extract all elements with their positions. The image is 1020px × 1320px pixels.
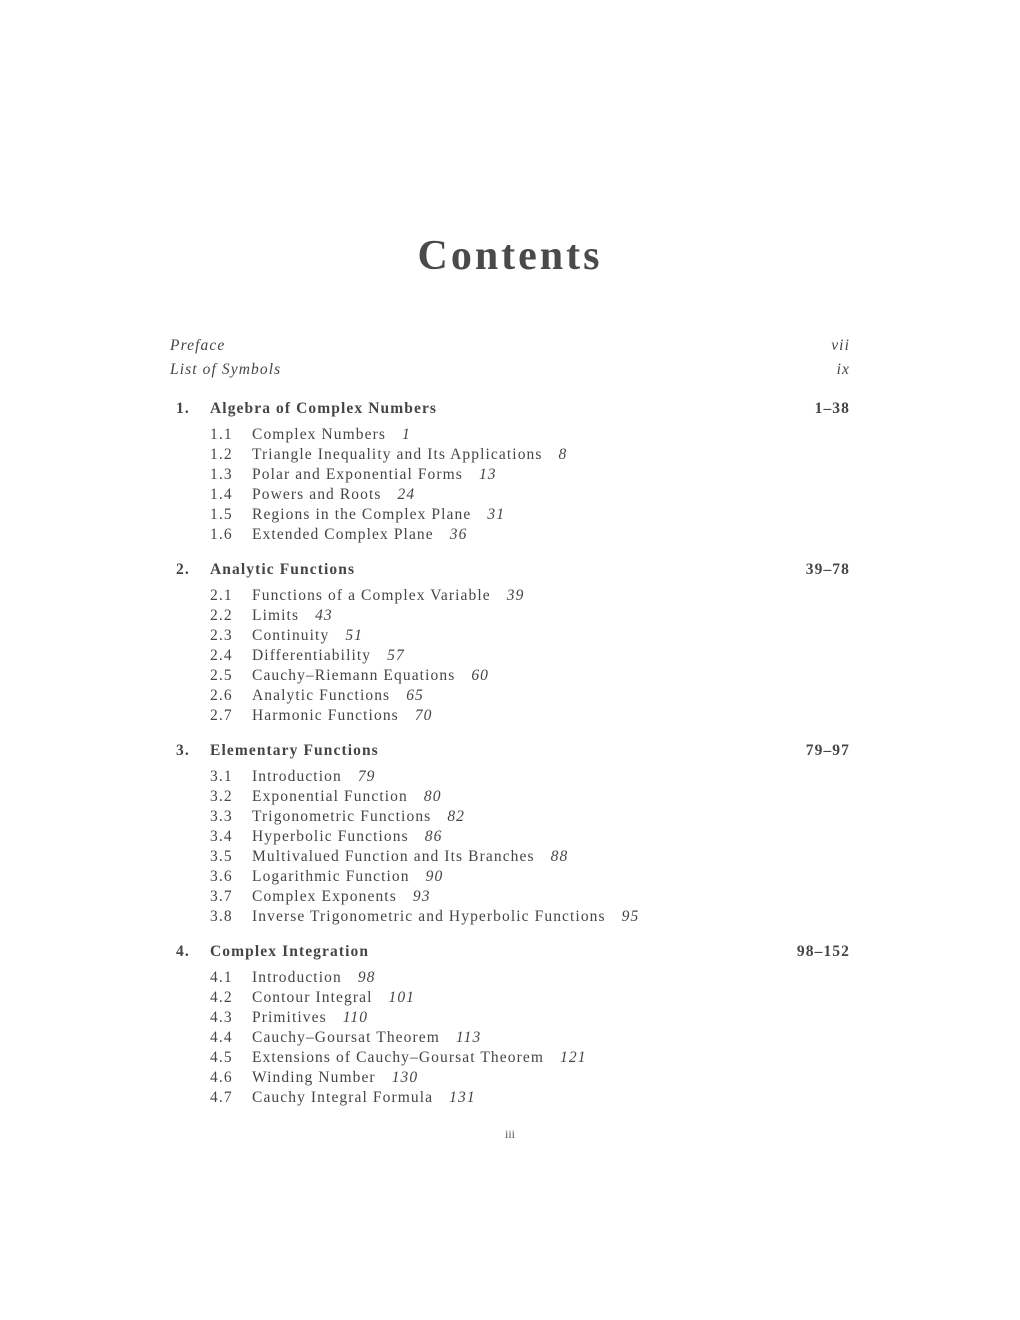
section-page: 101 <box>388 989 416 1006</box>
chapter-page-range: 1–38 <box>814 400 850 417</box>
toc-chapter <box>170 399 850 545</box>
toc-section-entry[interactable] <box>170 445 850 465</box>
section-number: 4.4 <box>210 1029 233 1046</box>
toc-section-entry[interactable] <box>170 1068 850 1088</box>
chapter-number: 3. <box>176 742 190 759</box>
section-page: 80 <box>423 788 442 805</box>
table-of-contents <box>170 336 850 1108</box>
toc-section-entry[interactable] <box>170 887 850 907</box>
section-page: 13 <box>478 466 497 483</box>
section-page: 1 <box>402 426 411 443</box>
section-number: 4.6 <box>210 1069 233 1086</box>
toc-section-entry[interactable] <box>170 646 850 666</box>
section-number: 4.3 <box>210 1009 233 1026</box>
section-page: 43 <box>315 607 333 624</box>
toc-section-entry[interactable] <box>170 767 850 787</box>
toc-section-entry[interactable] <box>170 525 850 545</box>
chapter-title: Analytic Functions <box>210 561 356 578</box>
toc-section-entry[interactable] <box>170 1048 850 1068</box>
section-title: Exponential Function <box>252 788 408 805</box>
section-title: Triangle Inequality and Its Applications <box>252 446 543 463</box>
toc-chapter <box>170 560 850 726</box>
chapter-heading[interactable] <box>170 741 850 767</box>
toc-section-entry[interactable] <box>170 827 850 847</box>
section-title: Inverse Trigonometric and Hyperbolic Functions <box>252 908 606 925</box>
section-page: 121 <box>560 1049 587 1066</box>
section-title: Differentiability <box>252 647 372 664</box>
chapter-page-range: 79–97 <box>805 742 850 759</box>
section-number: 3.6 <box>210 868 233 885</box>
section-title: Trigonometric Functions <box>252 808 432 825</box>
section-page: 36 <box>449 526 468 543</box>
toc-section-entry[interactable] <box>170 686 850 706</box>
section-page: 24 <box>397 486 416 503</box>
section-page: 130 <box>391 1069 419 1086</box>
toc-section-entry[interactable] <box>170 485 850 505</box>
section-page: 86 <box>424 828 443 845</box>
section-title: Cauchy–Goursat Theorem <box>252 1029 440 1046</box>
section-number: 2.4 <box>210 647 233 664</box>
section-page: 70 <box>414 707 433 724</box>
section-page: 31 <box>487 506 506 523</box>
section-title: Logarithmic Function <box>252 868 410 885</box>
section-page: 90 <box>425 868 444 885</box>
section-number: 3.8 <box>210 908 233 925</box>
section-number: 4.1 <box>210 969 233 986</box>
chapter-title: Elementary Functions <box>210 742 379 759</box>
section-title: Extended Complex Plane <box>252 526 434 543</box>
section-title: Extensions of Cauchy–Goursat Theorem <box>252 1049 544 1066</box>
toc-chapter <box>170 741 850 927</box>
chapter-page-range: 39–78 <box>805 561 850 578</box>
section-number: 2.2 <box>210 607 233 624</box>
entry-label: Preface <box>170 337 226 354</box>
page-number: iii <box>504 1127 515 1141</box>
section-number: 4.5 <box>210 1049 233 1066</box>
toc-section-entry[interactable] <box>170 907 850 927</box>
section-page: 98 <box>357 969 376 986</box>
toc-section-entry[interactable] <box>170 1008 850 1028</box>
entry-label: List of Symbols <box>170 361 282 378</box>
section-page: 131 <box>449 1089 476 1106</box>
section-number: 4.2 <box>210 989 233 1006</box>
section-title: Harmonic Functions <box>252 707 399 724</box>
section-page: 93 <box>412 888 431 905</box>
toc-section-entry[interactable] <box>170 867 850 887</box>
section-number: 1.3 <box>210 466 233 483</box>
toc-section-entry[interactable] <box>170 847 850 867</box>
chapter-number: 2. <box>176 561 190 578</box>
section-number: 3.7 <box>210 888 233 905</box>
section-number: 2.3 <box>210 627 233 644</box>
page-title: Contents <box>417 233 603 279</box>
section-title: Polar and Exponential Forms <box>252 466 463 483</box>
section-page: 88 <box>550 848 569 865</box>
section-title: Complex Exponents <box>252 888 397 905</box>
section-page: 60 <box>471 667 490 684</box>
toc-section-entry[interactable] <box>170 968 850 988</box>
section-title: Multivalued Function and Its Branches <box>252 848 535 865</box>
toc-section-entry[interactable] <box>170 1088 850 1108</box>
section-title: Hyperbolic Functions <box>252 828 409 845</box>
section-number: 3.2 <box>210 788 233 805</box>
chapter-title: Algebra of Complex Numbers <box>210 400 438 417</box>
section-number: 4.7 <box>210 1089 233 1106</box>
toc-section-entry[interactable] <box>170 505 850 525</box>
section-title: Powers and Roots <box>252 486 382 503</box>
section-title: Complex Numbers <box>252 426 387 443</box>
section-number: 1.4 <box>210 486 233 503</box>
section-title: Cauchy Integral Formula <box>252 1089 434 1106</box>
toc-section-entry[interactable] <box>170 425 850 445</box>
section-number: 1.5 <box>210 506 233 523</box>
toc-chapter <box>170 942 850 1108</box>
toc-section-entry[interactable] <box>170 586 850 606</box>
toc-section-entry[interactable] <box>170 465 850 485</box>
section-page: 82 <box>447 808 466 825</box>
toc-section-entry[interactable] <box>170 606 850 626</box>
section-title: Contour Integral <box>252 989 373 1006</box>
chapter-number: 1. <box>176 400 190 417</box>
section-number: 3.4 <box>210 828 233 845</box>
section-title: Functions of a Complex Variable <box>252 587 491 604</box>
toc-section-entry[interactable] <box>170 1028 850 1048</box>
section-title: Regions in the Complex Plane <box>252 506 472 523</box>
section-number: 2.5 <box>210 667 233 684</box>
chapter-heading[interactable] <box>170 942 850 968</box>
toc-front-matter-entry[interactable] <box>170 360 850 384</box>
toc-section-entry[interactable] <box>170 626 850 646</box>
toc-section-entry[interactable] <box>170 807 850 827</box>
chapter-heading[interactable] <box>170 399 850 425</box>
section-page: 65 <box>406 687 424 704</box>
section-number: 1.2 <box>210 446 233 463</box>
chapter-heading[interactable] <box>170 560 850 586</box>
section-number: 1.6 <box>210 526 233 543</box>
section-page: 110 <box>342 1009 369 1026</box>
section-number: 2.6 <box>210 687 233 704</box>
section-title: Introduction <box>252 969 342 986</box>
section-number: 3.5 <box>210 848 233 865</box>
entry-page: vii <box>831 337 850 354</box>
toc-section-entry[interactable] <box>170 988 850 1008</box>
section-title: Analytic Functions <box>252 687 391 704</box>
section-page: 39 <box>506 587 525 604</box>
section-page: 57 <box>387 647 405 664</box>
section-title: Limits <box>252 607 300 624</box>
section-title: Winding Number <box>252 1069 376 1086</box>
section-title: Continuity <box>252 627 330 644</box>
section-number: 2.7 <box>210 707 233 724</box>
section-page: 8 <box>558 446 568 463</box>
section-number: 1.1 <box>210 426 233 443</box>
entry-page: ix <box>836 361 850 378</box>
chapter-page-range: 98–152 <box>796 943 850 960</box>
section-page: 79 <box>357 768 376 785</box>
toc-front-matter-entry[interactable] <box>170 336 850 360</box>
section-title: Introduction <box>252 768 342 785</box>
section-page: 51 <box>345 627 364 644</box>
toc-section-entry[interactable] <box>170 787 850 807</box>
section-page: 95 <box>621 908 640 925</box>
section-number: 3.3 <box>210 808 233 825</box>
section-title: Cauchy–Riemann Equations <box>252 667 456 684</box>
section-title: Primitives <box>252 1009 327 1026</box>
section-page: 113 <box>455 1029 482 1046</box>
toc-section-entry[interactable] <box>170 706 850 726</box>
toc-section-entry[interactable] <box>170 666 850 686</box>
section-number: 2.1 <box>210 587 233 604</box>
chapter-number: 4. <box>176 943 190 960</box>
chapter-title: Complex Integration <box>210 943 370 960</box>
section-number: 3.1 <box>210 768 233 785</box>
